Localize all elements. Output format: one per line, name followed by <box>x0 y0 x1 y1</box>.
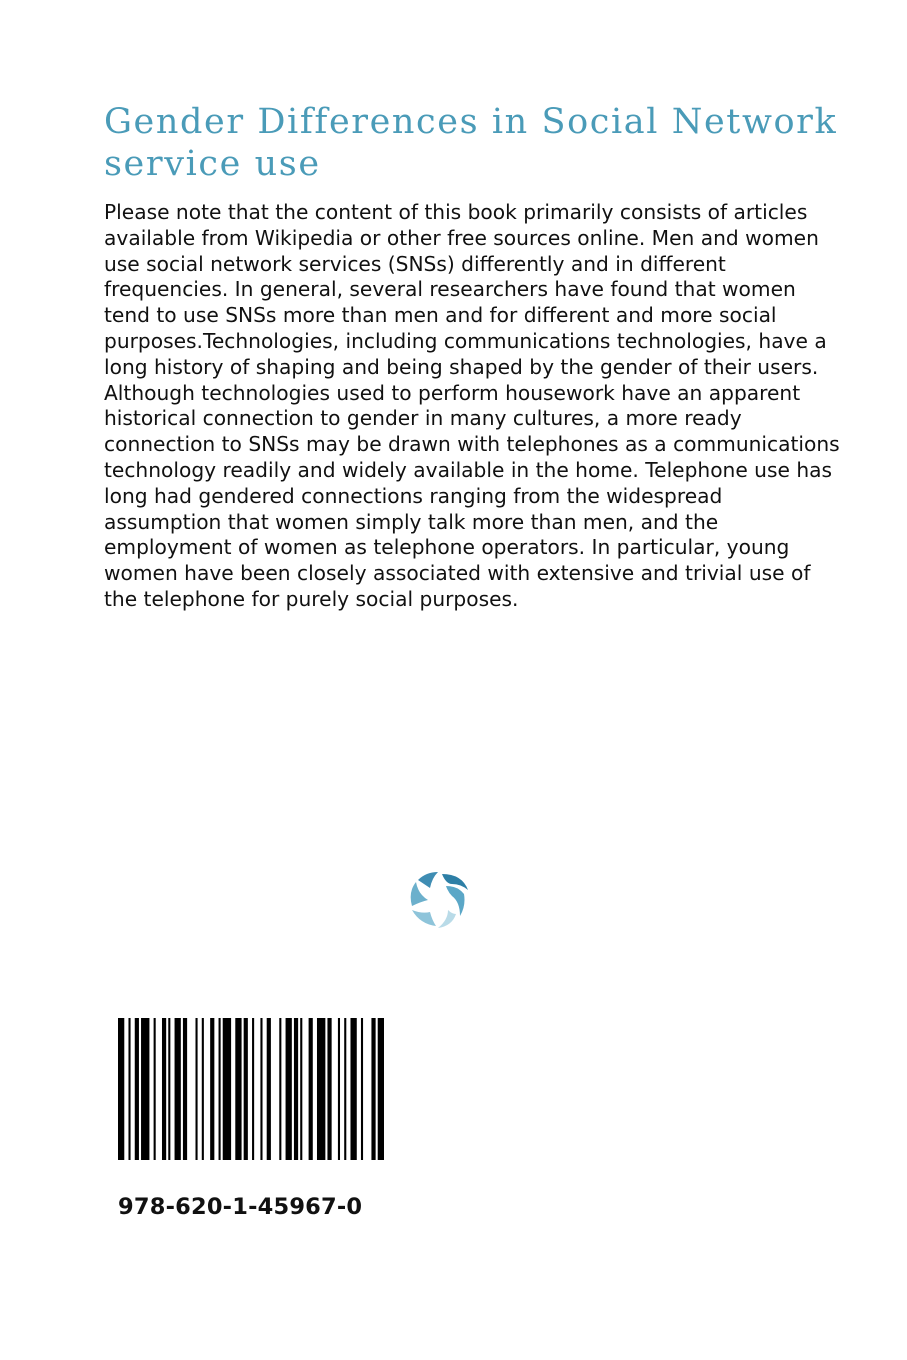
swirl-logo-icon <box>406 864 472 930</box>
isbn-number: 978-620-1-45967-0 <box>118 1194 363 1220</box>
book-title: Gender Differences in Social Network service use <box>104 102 838 184</box>
book-description: Please note that the content of this book primarily consists of articles available from Wikipedia or other free sources online. Men and women use social network services (SNSs) differently and in different frequencies. In general, several researchers have found that women tend to use SNSs more than men and for different and more social purposes.Technologies, including communications technologies, have a long history of shaping and being shaped by the gender of their users. Although technologies used to perform housework have an apparent historical connection to gender in many cultures, a more ready connection to SNSs may be drawn with telephones as a communications technology readily and widely available in the home. Telephone use has long had gendered connections ranging from the widespread assumption that women simply talk more than men, and the employment of women as telephone operators. In particular, young women have been closely associated with extensive and trivial use of the telephone for purely social purposes. <box>104 200 840 611</box>
isbn-barcode-icon <box>118 1018 384 1160</box>
